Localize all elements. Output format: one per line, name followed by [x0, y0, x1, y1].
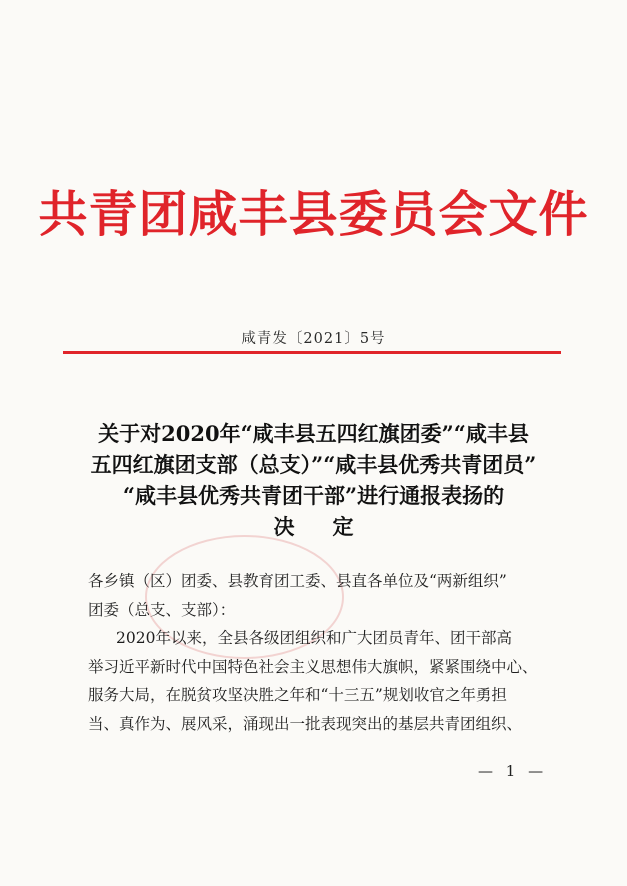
title-line-3: “咸丰县优秀共青团干部”进行通报表扬的 [122, 483, 505, 508]
document-title [0, 418, 627, 542]
addressee-line-2: 团委（总支、支部）： [88, 600, 236, 619]
title-line-4: 决定 [273, 514, 392, 539]
addressee-line-1: 各乡镇（区）团委、县教育团工委、县直各单位及“两新组织” [88, 572, 507, 590]
document-number: 咸青发〔2021〕5号 [241, 331, 386, 347]
paragraph-line-4: 当、真作为、展风采，涌现出一批表现突出的基层共青团组织、 [88, 714, 523, 733]
masthead-title: 共青团咸丰县委员会文件 [38, 186, 589, 243]
page-number: — 1 — [478, 762, 548, 780]
red-divider-line [63, 351, 561, 354]
title-line-2: 五四红旗团支部（总支）”“咸丰县优秀共青团员” [90, 452, 537, 477]
document-body [88, 567, 554, 738]
title-line-1: 关于对2020年“咸丰县五四红旗团委”“咸丰县 [98, 421, 529, 446]
paragraph-line-1: 2020年以来，全县各级团组织和广大团员青年、团干部高 [116, 629, 512, 647]
paragraph-line-3: 服务大局，在脱贫攻坚决胜之年和“十三五”规划收官之年勇担 [88, 686, 507, 704]
paragraph-line-2: 举习近平新时代中国特色社会主义思想伟大旗帜，紧紧围绕中心、 [88, 657, 538, 676]
